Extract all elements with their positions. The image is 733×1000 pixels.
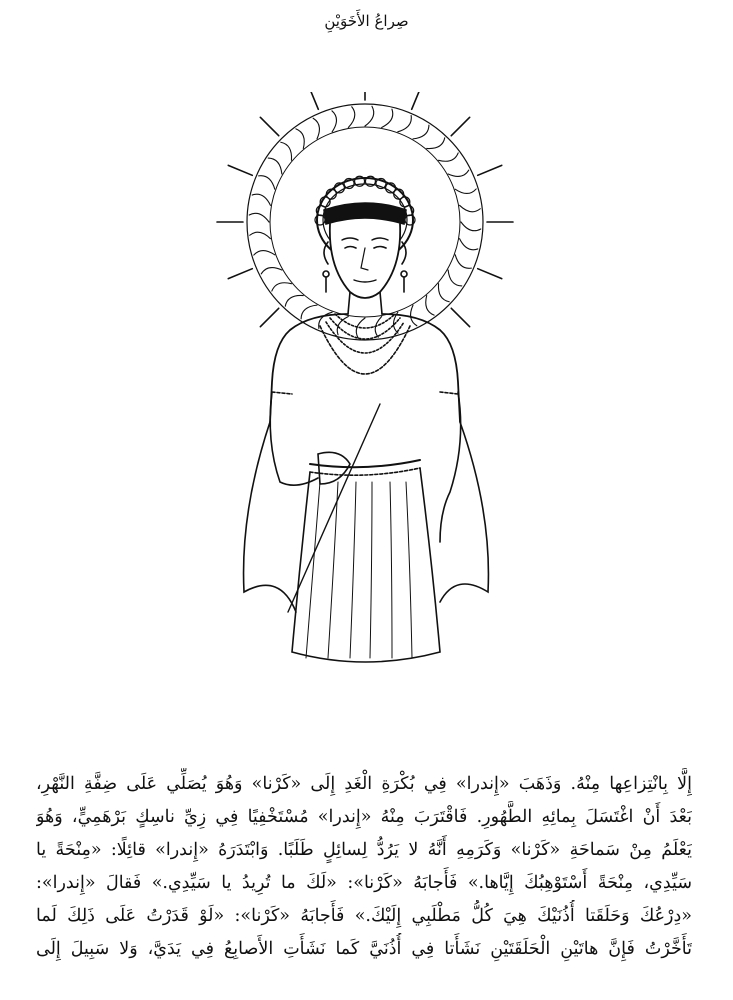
page-header <box>0 12 733 30</box>
page-title: صِراعُ الأَخَوَيْنِ <box>324 12 409 30</box>
body-line: «دِرْعُكَ وَحَلَقَتا أُذُنَيْكَ هِيَ كُلُّ مَطْلَبِي إِلَيْكَ.» فَأَجابَهُ «كَرْنا»: «لَوْ قَدَرْتُ عَلَى ذَلِكَ لَما <box>36 906 692 926</box>
body-line: إِلَّا بِانْتِزاعِها مِنْهُ. وَذَهَبَ «إِندرا» فِي بُكْرَةِ الْغَدِ إِلَى «كَرْنا» وَهُوَ يُصَلِّي عَلَى ضِفَّةِ النَّهْرِ، <box>36 774 692 794</box>
body-paragraph <box>36 768 692 966</box>
body-line: تَأَخَّرْتُ فَإِنَّ هاتَيْنِ الْحَلَقَتَيْنِ نَشَأَتا فِي أُذُنَيَّ كَما نَشَأَتِ الأَصابِعُ فِي يَدَيَّ، وَلا سَبِيلَ إِلَى <box>36 939 692 959</box>
body-line: سَيِّدِي، مِنْحَةً أَسْتَوْهِبُكَ إِيَّاها.» فَأَجابَهُ «كَرْنا»: «لَكَ ما تُرِيدُ يا سَيِّدِي.» فَقالَ «إِندرا»: <box>36 873 692 893</box>
body-line: بَعْدَ أَنْ اغْتَسَلَ بِمائِهِ الطَّهُورِ. فَاقْتَرَبَ مِنْهُ «إِندرا» مُسْتَخْفِيًا فِي زِيِّ ناسِكٍ بَرْهَمِيٍّ، وَهُوَ <box>36 807 692 827</box>
figure-with-sun-halo-icon <box>200 92 530 682</box>
body-line: يَعْلَمُ مِنْ سَماحَةِ «كَرْنا» وَكَرَمِهِ أَنَّهُ لا يَرُدُّ لِسائِلٍ طَلَبًا. وَابْتَدَرَهُ «إِندرا» قائِلًا: «مِنْحَةً يا <box>36 840 692 860</box>
